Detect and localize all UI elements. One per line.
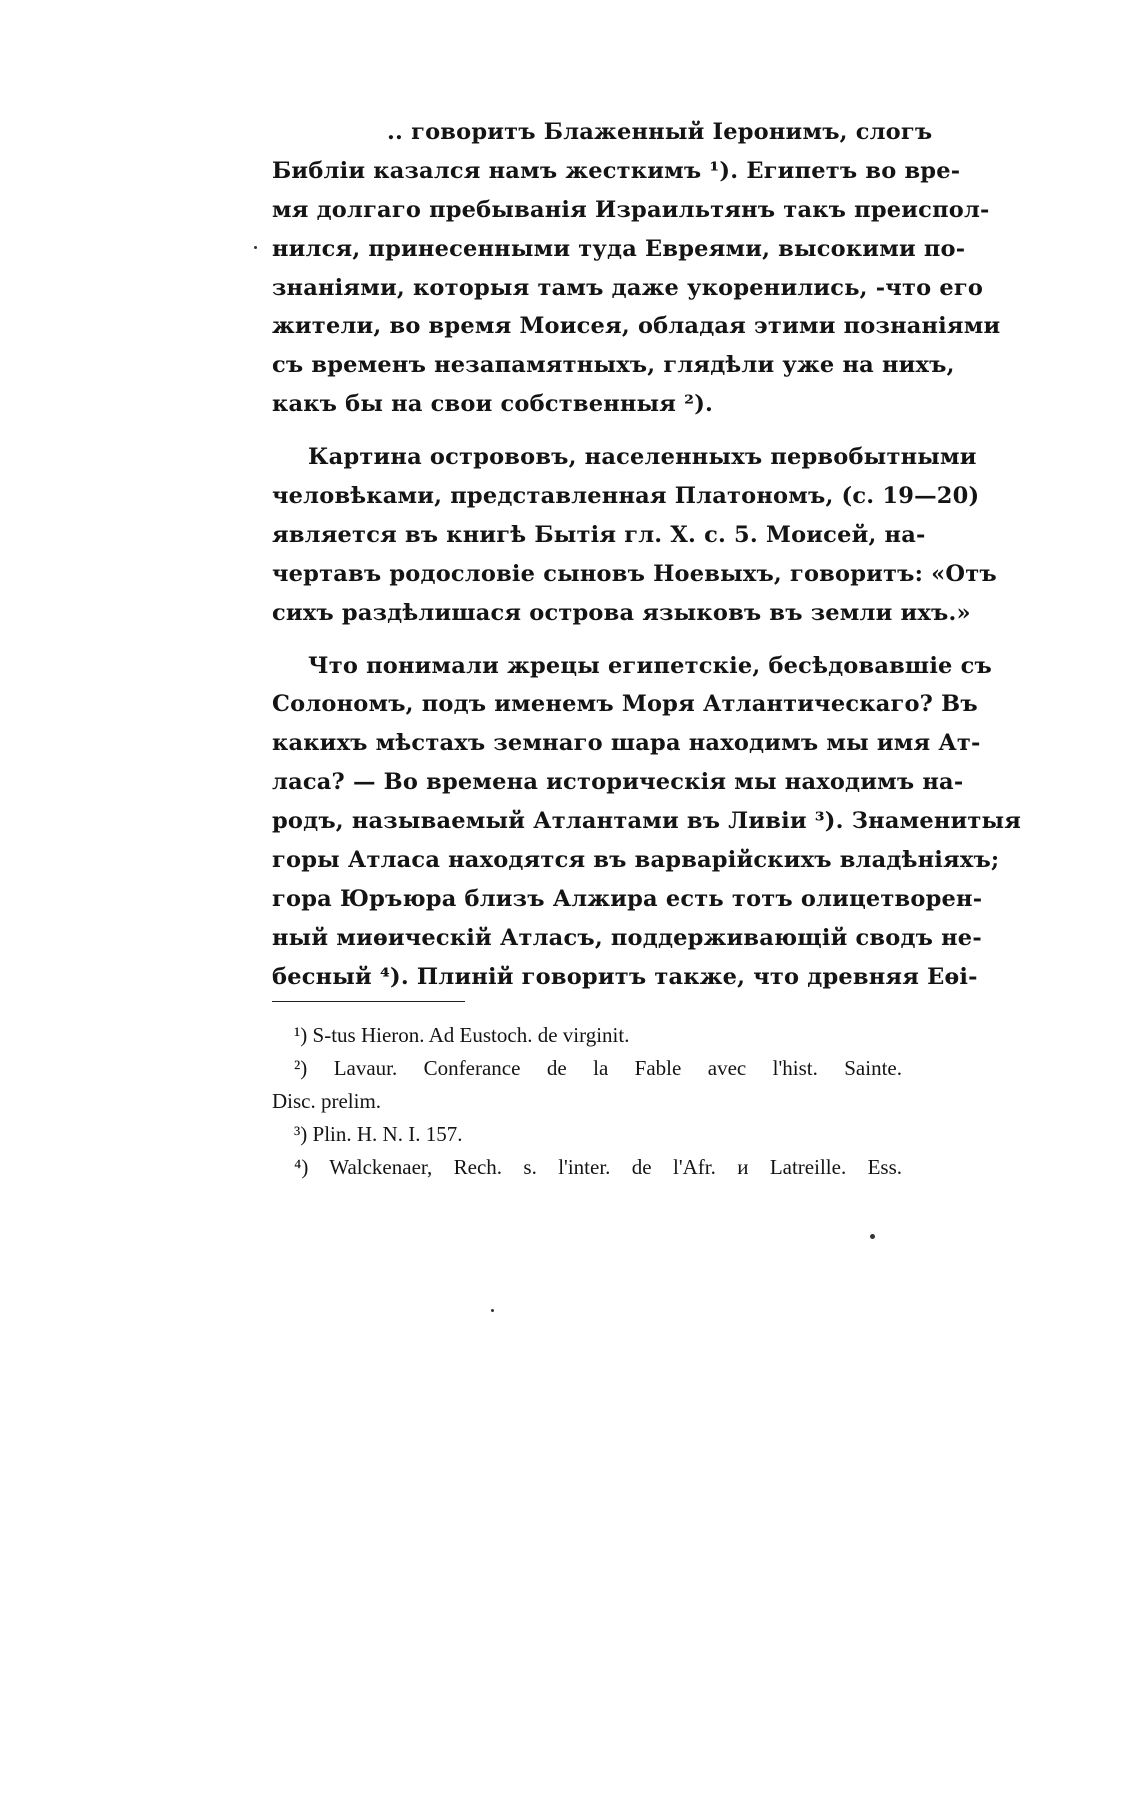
text-line: .. говоритъ Блаженный Іеронимъ, слогъ xyxy=(387,119,933,145)
text-line: чертавъ родословіе сыновъ Ноевыхъ, говоритъ: «Отъ xyxy=(272,560,997,587)
footnote-3: ³) Plin. H. N. I. 157. xyxy=(294,1122,463,1146)
text-line: Что понимали жрецы египетскіе, бесѣдовавшіе съ xyxy=(308,652,992,679)
text-line: бесный ⁴). Плиній говоритъ также, что древняя Еѳі- xyxy=(272,963,978,990)
scan-speck xyxy=(870,1234,875,1239)
text-line: мя долгаго пребыванія Израильтянъ такъ преиспол- xyxy=(272,196,990,223)
paragraph-2 xyxy=(272,438,997,632)
footnote-divider xyxy=(272,1001,465,1002)
text-line: сихъ раздѣлишася острова языковъ въ земли ихъ.» xyxy=(272,599,971,626)
text-line: какъ бы на свои собственныя ²). xyxy=(272,391,714,418)
scan-speck xyxy=(491,1309,494,1312)
text-line: Картина острововъ, населенныхъ первобытными xyxy=(308,444,977,471)
text-line: гора Юръюра близъ Алжира есть тотъ олицетворен- xyxy=(272,885,983,912)
text-line: горы Атласа находятся въ варварійскихъ владѣніяхъ; xyxy=(272,847,1000,874)
text-line: нился, принесенными туда Евреями, высокими по- xyxy=(272,235,966,262)
text-line: человѣками, представленная Платономъ, (с. 19—20) xyxy=(272,483,980,510)
paragraph-3 xyxy=(272,647,1022,997)
scan-speck xyxy=(254,246,257,249)
footnote-1: ¹) S-tus Hieron. Ad Eustoch. de virginit. xyxy=(294,1023,630,1047)
paragraph-1 xyxy=(272,113,1001,424)
text-line: жители, во время Моисея, обладая этими познаніями xyxy=(272,313,1001,340)
footnote-4: ⁴) Walckenaer, Rech. s. l'inter. de l'Afr. и Latreille. Ess. xyxy=(294,1155,902,1179)
text-line: Солономъ, подъ именемъ Моря Атлантическаго? Въ xyxy=(272,691,978,718)
text-line: Библіи казался намъ жесткимъ ¹). Египетъ во вре- xyxy=(272,157,961,184)
text-line: ный миѳическій Атласъ, поддерживающій сводъ не- xyxy=(272,924,982,951)
text-line: знаніями, которыя тамъ даже укоренились, -что его xyxy=(272,274,984,301)
text-line: какихъ мѣстахъ земнаго шара находимъ мы имя Ат- xyxy=(272,730,981,757)
text-line: ласа? — Во времена историческія мы находимъ на- xyxy=(272,769,964,796)
main-text xyxy=(272,113,1022,997)
footnote-2-cont: Disc. prelim. xyxy=(272,1089,382,1113)
footnotes xyxy=(272,1019,902,1184)
text-line: родъ, называемый Атлантами въ Ливіи ³). Знаменитыя xyxy=(272,808,1022,835)
text-line: является въ книгѣ Бытія гл. X. с. 5. Моисей, на- xyxy=(272,521,926,548)
footnote-2: ²) Lavaur. Conferance de la Fable avec l'hist. Sainte. xyxy=(294,1056,902,1080)
text-line: съ временъ незапамятныхъ, глядѣли уже на нихъ, xyxy=(272,352,955,379)
